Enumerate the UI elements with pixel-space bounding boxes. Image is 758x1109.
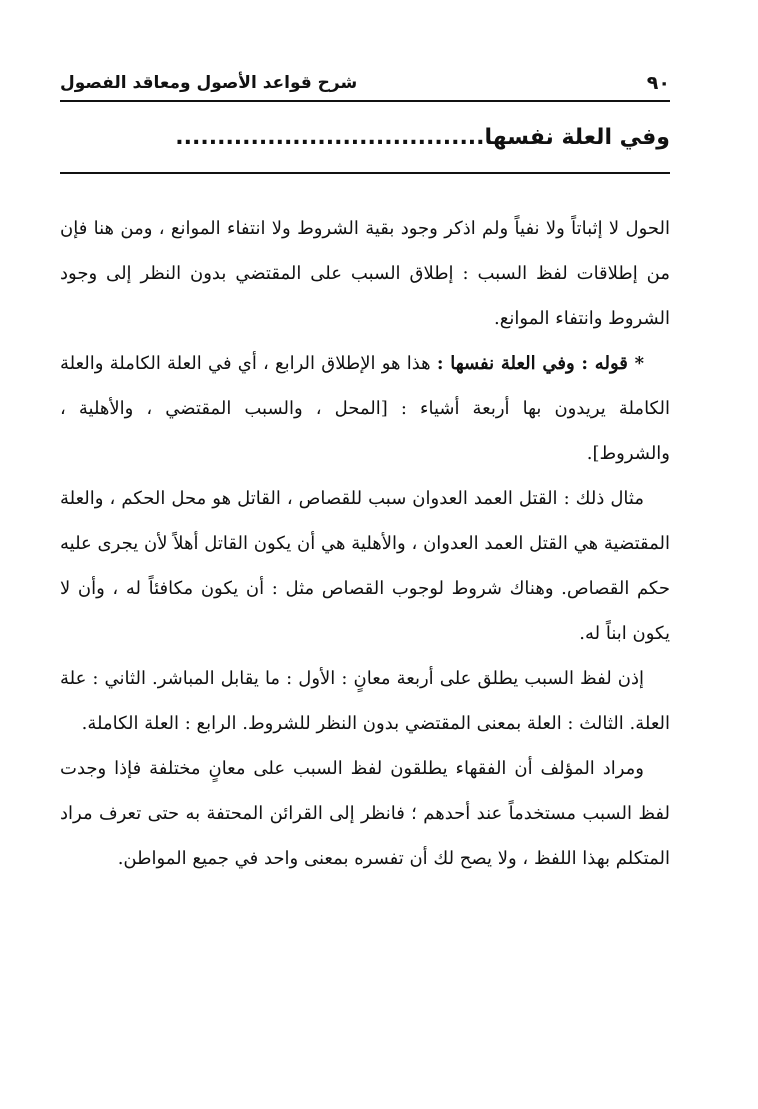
- body-text: [60, 206, 670, 881]
- running-header: [60, 68, 670, 98]
- paragraph-text: ومراد المؤلف أن الفقهاء يطلقون لفظ السبب على معانٍ مختلفة فإذا وجدت لفظ السبب مستخدماً عند أحدهم ؛ فانظر إلى القرائن المحتفة به حتى تعرف مراد المتكلم بهذا اللفظ ، ولا يصح لك أن تفسره بمعنى واحد في جميع المواطن.: [60, 758, 670, 869]
- paragraph: [60, 746, 670, 881]
- paragraph-text: هذا هو الإطلاق الرابع ، أي في العلة الكاملة والعلة الكاملة يريدون بها أربعة أشياء : [المحل ، والسبب المقتضي ، والأهلية ، والشروط].: [60, 353, 670, 464]
- paragraph-text: مثال ذلك : القتل العمد العدوان سبب للقصاص ، القاتل هو محل الحكم ، والعلة المقتضية هي القتل العمد العدوان ، والأهلية هي أن يكون القاتل أهلاً لأن يجرى عليه حكم القصاص. وهناك شروط لوجوب القصاص مثل : أن يكون مكافئاً له ، وأن لا يكون ابناً له.: [60, 488, 670, 644]
- header-rule: [60, 100, 670, 102]
- paragraph: [60, 656, 670, 746]
- section-title: وفي العلة نفسها.....................................: [175, 125, 670, 150]
- paragraph: [60, 476, 670, 656]
- book-title: شرح قواعد الأصول ومعاقد الفصول: [60, 73, 358, 93]
- paragraph-lead: * قوله : وفي العلة نفسها :: [436, 353, 644, 374]
- paragraph-text: إذن لفظ السبب يطلق على أربعة معانٍ : الأول : ما يقابل المباشر. الثاني : علة العلة. الثالث : العلة بمعنى المقتضي بدون النظر للشروط. الرابع : العلة الكاملة.: [60, 668, 670, 734]
- paragraph: [60, 206, 670, 341]
- section-title-rule: [60, 172, 670, 174]
- paragraph: [60, 341, 670, 476]
- page-number: ٩٠: [646, 72, 670, 94]
- paragraph-text: الحول لا إثباتاً ولا نفياً ولم اذكر وجود بقية الشروط ولا انتفاء الموانع ، ومن هنا فإن من إطلاقات لفظ السبب : إطلاق السبب على المقتضي بدون النظر إلى وجود الشروط وانتفاء الموانع.: [60, 218, 670, 329]
